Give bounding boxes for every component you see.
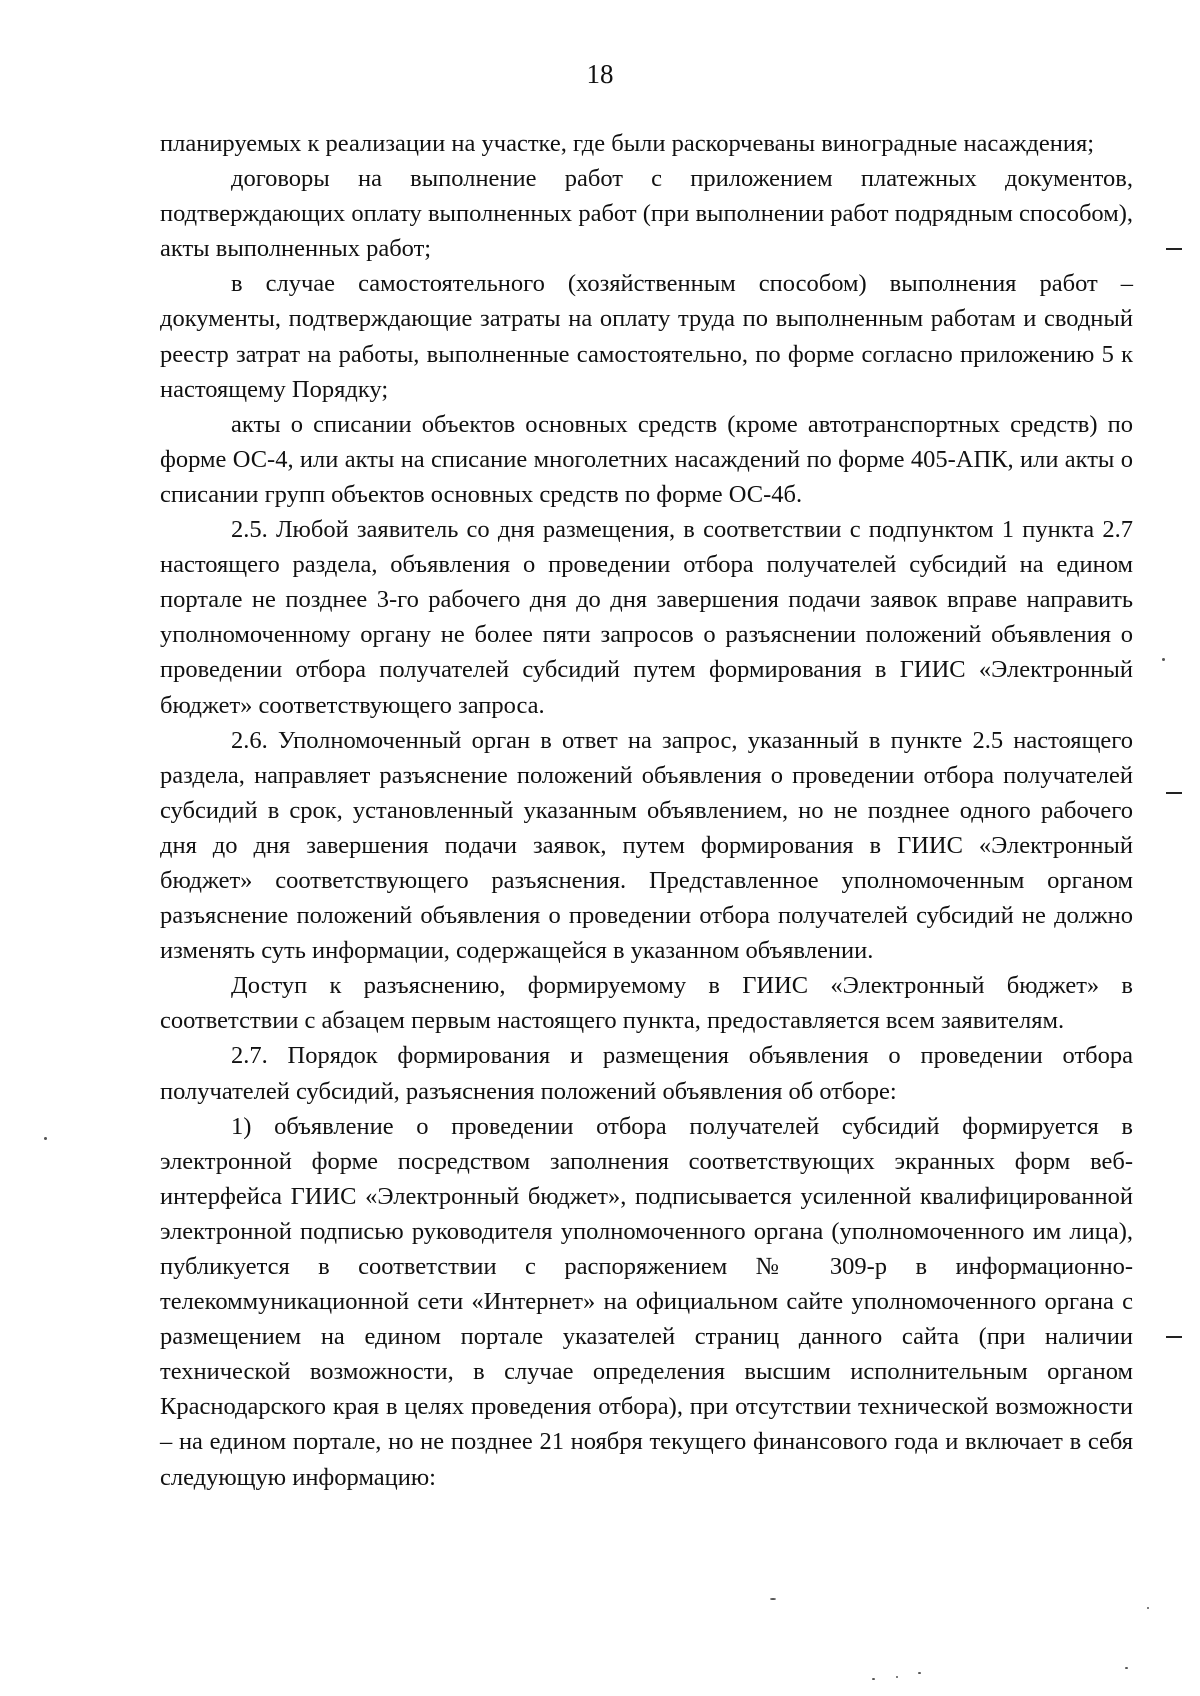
paragraph: планируемых к реализации на участке, где были раскорчеваны виноградные насаждения; — [160, 130, 1095, 157]
paragraph: 1) объявление о проведении отбора получателей субсидий формируется в электронной форме посредством заполнения соответствующих экранных форм веб-интерфейса ГИИС «Электронный бюджет», подписывается усиленной квалифицированной электронной подписью руководителя уполномоченного органа (уполномоченного им лица), публикуется в соответствии с распоряжением № 309-р в информационно-телекоммуникационной сети «Интернет» на официальном сайте уполномоченного органа с размещением на едином портале указателей страниц данного сайта (при наличии технической возможности, в случае определения высшим исполнительным органом Краснодарского края в целях проведения отбора), при отсутствии технической возможности – на едином портале, но не позднее 21 ноября текущего финансового года и включает в себя следующую информацию: — [160, 1112, 1133, 1491]
paragraph: 2.5. Любой заявитель со дня размещения, в соответствии с подпунктом 1 пункта 2.7 настоящего раздела, объявления о проведении отбора получателей субсидий на едином портале не позднее 3-го рабочего дня до дня завершения подачи заявок вправе направить уполномоченному органу не более пяти запросов о разъяснении положений объявления о проведении отбора получателей субсидий путем формирования в ГИИС «Электронный бюджет» соответствующего запроса. — [160, 516, 1133, 719]
page-number: 18 — [586, 59, 614, 89]
scan-speck — [896, 1676, 898, 1678]
scan-speck — [1162, 658, 1165, 661]
margin-mark — [1166, 792, 1182, 794]
scan-speck — [918, 1672, 921, 1674]
scan-speck — [1147, 1607, 1149, 1609]
margin-mark — [1166, 248, 1182, 250]
paragraph: Доступ к разъяснению, формируемому в ГИИС «Электронный бюджет» в соответствии с абзацем первым настоящего пункта, предоставляется всем заявителям. — [160, 972, 1133, 1035]
paragraph: 2.7. Порядок формирования и размещения объявления о проведении отбора получателей субсидий, разъяснения положений объявления об отборе: — [160, 1042, 1133, 1105]
scan-speck — [770, 1598, 776, 1600]
scan-speck — [44, 1137, 47, 1140]
document-body — [160, 126, 1133, 1495]
scan-speck — [872, 1678, 875, 1680]
paragraph: договоры на выполнение работ с приложением платежных документов, подтверждающих оплату выполненных работ (при выполнении работ подрядным способом), акты выполненных работ; — [160, 165, 1133, 263]
paragraph: акты о списании объектов основных средств (кроме автотранспортных средств) по форме ОС-4, или акты на списание многолетних насаждений по форме 405-АПК, или акты о списании групп объектов основных средств по форме ОС-4б. — [160, 410, 1133, 508]
paragraph: в случае самостоятельного (хозяйственным способом) выполнения работ – документы, подтверждающие затраты на оплату труда по выполненным работам и сводный реестр затрат на работы, выполненные самостоятельно, по форме согласно приложению 5 к настоящему Порядку; — [160, 270, 1133, 403]
scan-speck — [1125, 1667, 1128, 1669]
paragraph: 2.6. Уполномоченный орган в ответ на запрос, указанный в пункте 2.5 настоящего раздела, направляет разъяснение положений объявления о проведении отбора получателей субсидий в срок, установленный указанным объявлением, но не позднее одного рабочего дня до дня завершения подачи заявок, путем формирования в ГИИС «Электронный бюджет» соответствующего разъяснения. Представленное уполномоченным органом разъяснение положений объявления о проведении отбора получателей субсидий не должно изменять суть информации, содержащейся в указанном объявлении. — [160, 726, 1133, 965]
margin-mark — [1166, 1336, 1182, 1338]
